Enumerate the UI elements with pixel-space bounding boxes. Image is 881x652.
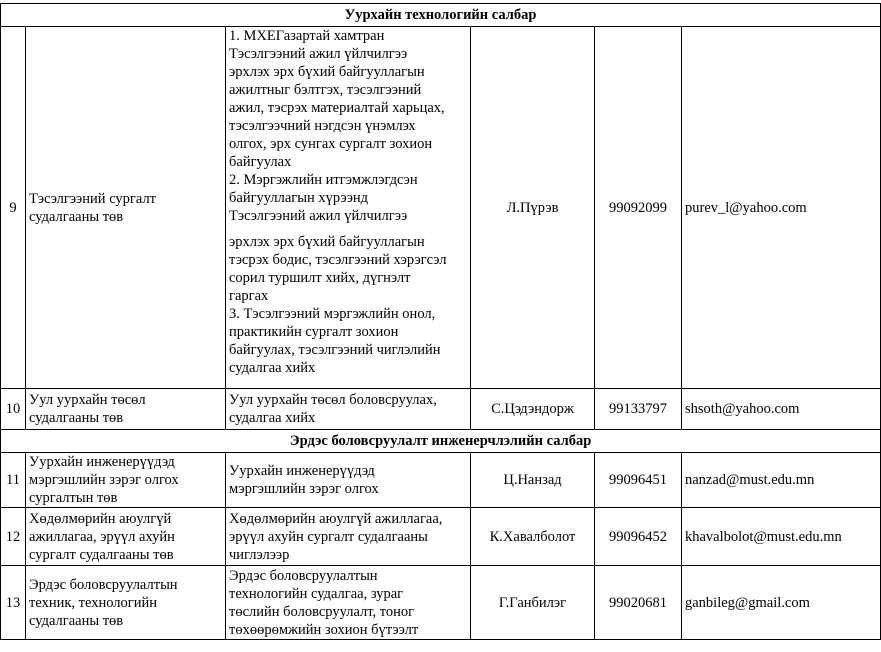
email-address: shsoth@yahoo.com (682, 389, 881, 430)
row-number: 12 (1, 508, 26, 566)
activity-line: эрүүл ахуйн сургалт судалгааны (229, 528, 428, 545)
activity-line (229, 225, 467, 233)
center-name-line: сургалт судалгааны төв (29, 546, 174, 563)
activity-line: мэргэшлийн зэрэг олгох (229, 481, 379, 497)
row-number: 10 (1, 389, 26, 430)
table-row (1, 566, 881, 640)
section-title: Эрдэс боловсруулалт инженерчлэлийн салбар (1, 430, 881, 453)
contact-person: Г.Ганбилэг (471, 566, 595, 640)
center-name-line: Эрдэс боловсруулалтын (29, 576, 178, 593)
center-name-line: Хөдөлмөрийн аюулгүй (29, 510, 172, 527)
activity-line: чиглэлээр (229, 546, 290, 563)
activity-line: төхөөрөмжийн зохион бүтээлт (229, 621, 419, 638)
center-name (26, 566, 226, 640)
email-address: ganbileg@gmail.com (682, 566, 881, 640)
activity-line: гаргах (229, 288, 269, 304)
activity-line: Уул уурхайн төсөл боловсруулах, (229, 392, 437, 408)
row-number: 13 (1, 566, 26, 640)
center-name (26, 389, 226, 430)
activity-description (226, 566, 471, 640)
activity-line: Уурхайн инженерүүдэд (229, 463, 375, 479)
center-name-line: судалгааны төв (29, 208, 124, 225)
activity-line: эрхлэх эрх бүхий байгууллагын (229, 64, 425, 80)
activity-description (226, 27, 471, 389)
activity-line: байгууллагын хүрээнд (229, 190, 369, 206)
activity-line: 1. МХЕГазартай хамтран (229, 28, 385, 44)
center-name-line: техник, технологийн (29, 594, 158, 611)
activity-line: Тэсэлгээний ажил үйлчилгээ (229, 208, 408, 224)
centers-table (0, 3, 881, 640)
email-address: purev_l@yahoo.com (682, 27, 881, 389)
section-header-row (1, 4, 881, 27)
activity-line: төслийн боловсруулалт, тоног (229, 603, 415, 620)
phone-number: 99133797 (595, 389, 682, 430)
activity-line: Эрдэс боловсруулалтын (229, 567, 378, 584)
activity-line: судалгаа хийх (229, 360, 316, 376)
activity-description (226, 508, 471, 566)
center-name (26, 27, 226, 389)
center-name (26, 453, 226, 508)
phone-number: 99020681 (595, 566, 682, 640)
center-name-line: Уул уурхайн төсөл (29, 392, 146, 408)
table-row (1, 389, 881, 430)
activity-line: ажил, тэсрэх материалтай харьцах, (229, 100, 445, 116)
contact-person: Ц.Нанзад (471, 453, 595, 508)
activity-description (226, 453, 471, 508)
activity-line: практикийн сургалт зохион (229, 324, 399, 340)
table-row (1, 508, 881, 566)
activity-line: олгох, эрх сунгах сургалт зохион (229, 136, 433, 152)
phone-number: 99096452 (595, 508, 682, 566)
center-name-line: сургалтын төв (29, 490, 118, 506)
center-name-line: судалгааны төв (29, 612, 124, 629)
activity-line: сорил туршилт хийх, дүгнэлт (229, 270, 411, 286)
phone-number: 99096451 (595, 453, 682, 508)
center-name-line: Уурхайн инженерүүдэд (29, 454, 175, 470)
center-name-line: судалгааны төв (29, 410, 124, 426)
activity-line: 3. Тэсэлгээний мэргэжлийн онол, (229, 306, 436, 322)
table-row (1, 453, 881, 508)
activity-line: эрхлэх эрх бүхий байгууллагын (229, 234, 425, 250)
activity-line: ажилтныг бэлтгэх, тэсэлгээний (229, 82, 422, 98)
activity-line: тэсрэх бодис, тэсэлгээний хэрэгсэл (229, 252, 447, 268)
center-name (26, 508, 226, 566)
contact-person: К.Хавалболот (471, 508, 595, 566)
activity-line: Хөдөлмөрийн аюулгүй ажиллагаа, (229, 510, 443, 527)
activity-line: Тэсэлгээний ажил үйлчилгээ (229, 46, 408, 62)
table-body (1, 4, 881, 640)
activity-line: байгуулах (229, 154, 292, 170)
activity-line: 2. Мэргэжлийн итгэмжлэгдсэн (229, 172, 418, 188)
center-name-line: мэргэшлийн зэрэг олгох (29, 472, 179, 488)
section-header-row (1, 430, 881, 453)
activity-line: тэсэлгээчний нэгдсэн үнэмлэх (229, 118, 416, 134)
contact-person: С.Цэдэндорж (471, 389, 595, 430)
email-address: khavalbolot@must.edu.mn (682, 508, 881, 566)
activity-description (226, 389, 471, 430)
row-number: 11 (1, 453, 26, 508)
center-name-line: ажиллагаа, эрүүл ахуйн (29, 528, 175, 545)
row-number: 9 (1, 27, 26, 389)
section-title: Уурхайн технологийн салбар (1, 4, 881, 27)
activity-line: байгуулах, тэсэлгээний чиглэлийн (229, 342, 441, 358)
email-address: nanzad@must.edu.mn (682, 453, 881, 508)
contact-person: Л.Пүрэв (471, 27, 595, 389)
phone-number: 99092099 (595, 27, 682, 389)
table-row (1, 27, 881, 389)
activity-line: технологийн судалгаа, зураг (229, 585, 404, 602)
center-name-line: Тэсэлгээний сургалт (29, 190, 157, 207)
activity-line: судалгаа хийх (229, 410, 316, 426)
